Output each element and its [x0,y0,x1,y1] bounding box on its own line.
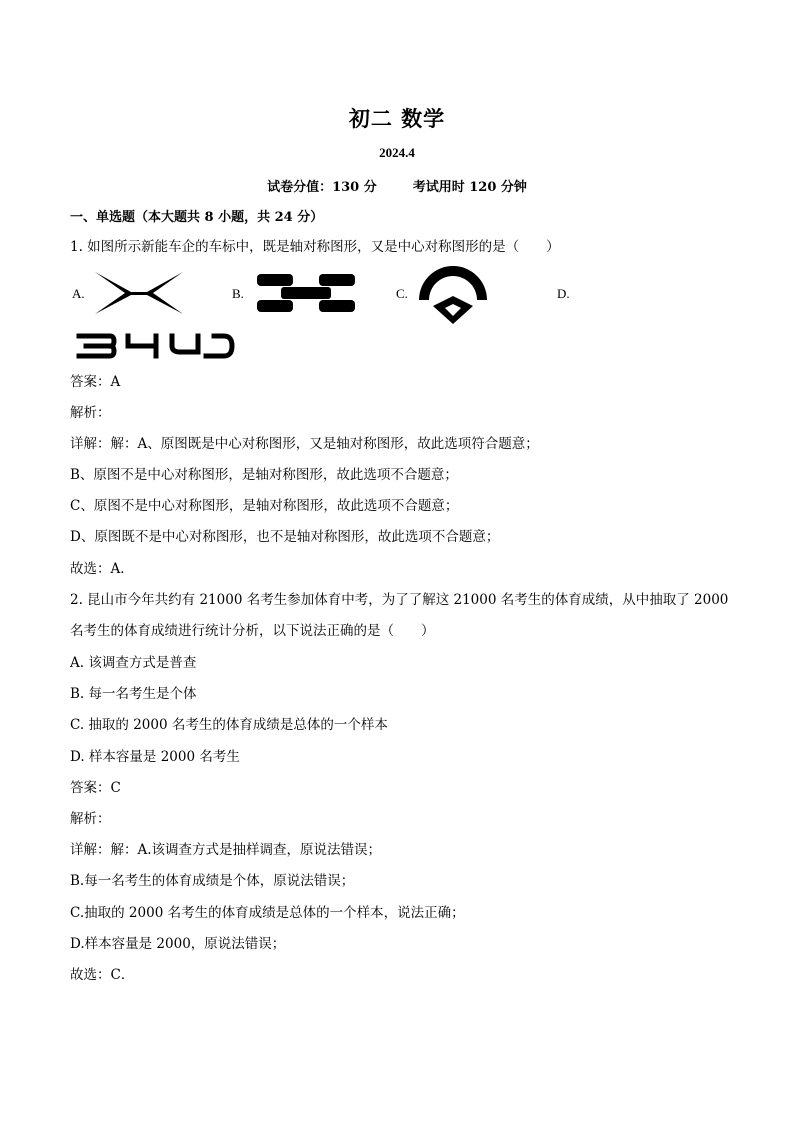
q2-option-b: B. 每一名考生是个体 [70,686,197,702]
exam-time: 考试用时 120 分钟 [412,180,527,195]
x-logo-icon [93,268,185,318]
q1-stem: 1. 如图所示新能车企的车标中，既是轴对称图形，又是中心对称图形的是（ ） [70,239,560,255]
q1-detail-line: D、原图既不是中心对称图形，也不是轴对称图形，故此选项不合题意； [70,529,500,545]
page-title: 初二 数学 [348,106,446,131]
q1-answer: 答案：A [70,374,121,390]
q2-detail-line: B.每一名考生的体育成绩是个体，原说法错误； [70,873,355,889]
nio-logo-icon [415,262,491,326]
q1-analysis-label: 解析： [70,405,111,421]
q1-option-a-label: A. [72,286,85,301]
q2-detail-line: D.样本容量是 2000，原说法错误； [70,936,286,952]
exam-score: 试卷分值：130 分 [267,180,377,195]
q2-option-d: D. 样本容量是 2000 名考生 [70,749,240,765]
q2-analysis-label: 解析： [70,811,111,827]
q2-answer: 答案：C [70,780,121,796]
q2-detail-line: 详解：解：A.该调查方式是抽样调查，原说法错误； [70,842,382,858]
exam-date: 2024.4 [379,145,415,160]
q1-option-b-label: B. [232,286,244,301]
q2-detail-line: C.抽取的 2000 名考生的体育成绩是总体的一个样本，说法正确； [70,905,465,921]
link-logo-icon [255,272,357,314]
q2-option-a: A. 该调查方式是普查 [70,655,197,671]
q1-choice: 故选：A． [70,561,134,577]
section-heading: 一、单选题（本大题共 8 小题，共 24 分） [70,210,324,225]
q2-choice: 故选：C． [70,967,135,983]
q2-stem-line: 2. 昆山市今年共约有 21000 名考生参加体育中考，为了了解这 21000 名考生的体育成绩，从中抽取了 2000 [70,592,729,608]
q1-detail-line: 详解：解：A、原图既是中心对称图形，又是轴对称图形，故此选项符合题意； [70,436,539,452]
q1-detail-line: B、原图不是中心对称图形，是轴对称图形，故此选项不合题意； [70,467,458,483]
q1-option-d-label: D. [557,286,570,301]
exam-info [0,176,794,195]
q1-detail-line: C、原图不是中心对称图形，是轴对称图形，故此选项不合题意； [70,498,459,514]
q1-option-c-label: C. [396,286,408,301]
byd-logo-icon [76,332,236,360]
q2-stem-line: 名考生的体育成绩进行统计分析，以下说法正确的是（ ） [70,623,435,639]
q2-option-c: C. 抽取的 2000 名考生的体育成绩是总体的一个样本 [70,717,388,733]
